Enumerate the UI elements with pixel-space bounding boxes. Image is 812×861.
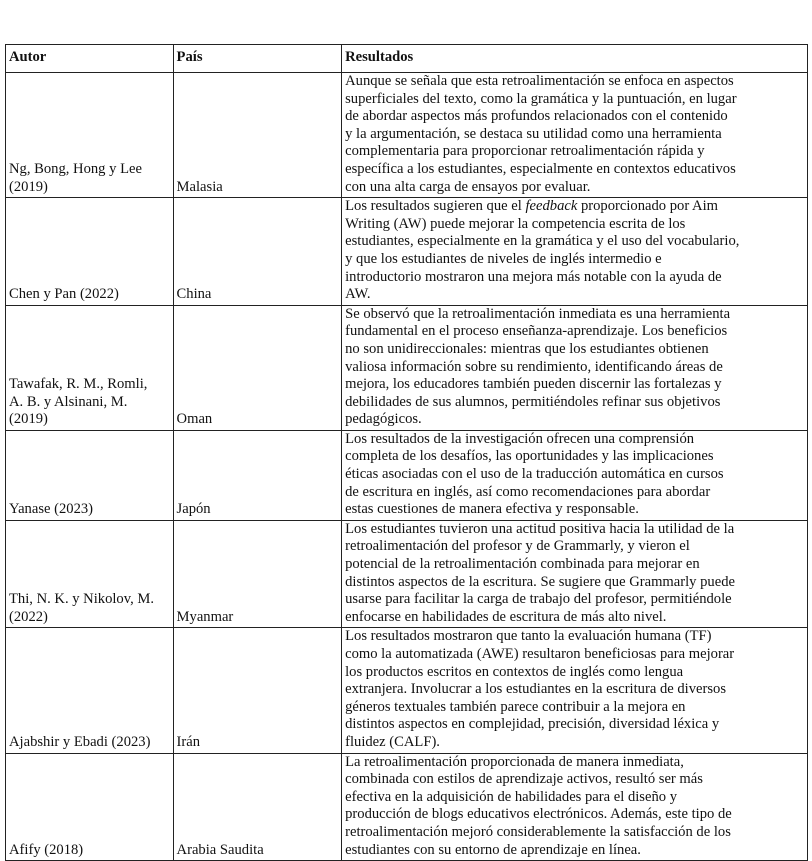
results-cell <box>342 73 808 198</box>
results-cell-line: Se observó que la retroalimentación inmediata es una herramienta <box>345 305 731 322</box>
country-cell: Japón <box>173 430 342 520</box>
country-cell: Arabia Saudita <box>173 753 342 861</box>
results-cell-line: Los estudiantes tuvieron una actitud positiva hacia la utilidad de la <box>345 520 735 537</box>
table-row <box>6 753 808 861</box>
header-pais: País <box>173 45 342 73</box>
results-cell-line: introductorio mostraron una mejora más notable con la ayuda de <box>345 268 722 285</box>
author-cell <box>6 753 174 861</box>
author-cell-line: Thi, N. K. y Nikolov, M. <box>9 591 154 608</box>
author-cell-line: Yanase (2023) <box>9 501 94 518</box>
results-cell-line: Los resultados mostraron que tanto la evaluación humana (TF) <box>345 628 712 645</box>
country-cell: China <box>173 198 342 306</box>
author-cell <box>6 305 174 430</box>
author-cell-line: (2022) <box>9 608 48 625</box>
results-cell-line: estudiantes con su entorno de aprendizaje en línea. <box>345 841 641 858</box>
author-cell <box>6 73 174 198</box>
results-cell-line: fluidez (CALF). <box>345 733 440 750</box>
results-cell-line: con una alta carga de ensayos por evaluar. <box>345 178 591 195</box>
results-cell-line: complementaria para proporcionar retroalimentación rápida y <box>345 143 705 160</box>
author-cell <box>6 628 174 753</box>
results-cell-line: combinada con estilos de aprendizaje activos, resultó ser más <box>345 771 703 788</box>
author-cell-line: Chen y Pan (2022) <box>9 286 119 303</box>
results-cell-line: retroalimentación del profesor y de Grammarly, y vieron el <box>345 538 690 555</box>
author-cell <box>6 198 174 306</box>
results-cell-line: usarse para facilitar la carga de trabajo del profesor, permitiéndole <box>345 591 732 608</box>
results-cell-line: de escritura en inglés, así como recomendaciones para abordar <box>345 483 711 500</box>
author-cell-line: (2019) <box>9 411 48 428</box>
results-cell-line: debilidades de sus alumnos, permitiéndoles refinar sus objetivos <box>345 393 721 410</box>
results-cell-line: efectiva en la adquisición de habilidades para el diseño y <box>345 788 677 805</box>
results-cell-line: potencial de la retroalimentación combinada para mejorar en <box>345 556 700 573</box>
country-cell: Irán <box>173 628 342 753</box>
results-cell-line: retroalimentación mejoró considerablemente la satisfacción de los <box>345 823 731 840</box>
header-resultados: Resultados <box>342 45 808 73</box>
results-cell-line: AW. <box>345 286 371 303</box>
results-cell-line: no son unidireccionales: mientras que los estudiantes obtienen <box>345 340 709 357</box>
results-cell-line: fundamental en el proceso enseñanza-aprendizaje. Los beneficios <box>345 323 728 340</box>
results-cell-line: y la argumentación, se destaca su utilidad como una herramienta <box>345 125 722 142</box>
country-cell: Oman <box>173 305 342 430</box>
header-autor: Autor <box>6 45 174 73</box>
results-cell-line: distintos aspectos de la escritura. Se sugiere que Grammarly puede <box>345 573 735 590</box>
results-cell-line: Aunque se señala que esta retroalimentación se enfoca en aspectos <box>345 73 734 89</box>
author-cell-line: Afify (2018) <box>9 841 84 858</box>
results-cell-line: completa de los desafíos, las oportunidades y las implicaciones <box>345 448 714 465</box>
results-cell-line: La retroalimentación proporcionada de manera inmediata, <box>345 753 684 770</box>
results-cell <box>342 305 808 430</box>
results-cell-line: enfocarse en habilidades de escritura de más alto nivel. <box>345 608 667 625</box>
results-cell-line: géneros textuales también parece contribuir a la mejora en <box>345 698 686 715</box>
results-cell <box>342 628 808 753</box>
results-cell <box>342 430 808 520</box>
results-cell-line: estudiantes, especialmente en la gramática y el uso del vocabulario, <box>345 233 740 250</box>
results-cell-line: mejora, los educadores también pueden discernir las fortalezas y <box>345 376 722 393</box>
results-cell-line: extranjera. Involucrar a los estudiantes en la escritura de diversos <box>345 681 727 698</box>
country-cell: Malasia <box>173 73 342 198</box>
author-cell-line: Ajabshir y Ebadi (2023) <box>9 733 151 750</box>
table-row <box>6 430 808 520</box>
results-cell-line: de abordar aspectos más profundos relacionados con el contenido <box>345 108 728 125</box>
author-cell-line: A. B. y Alsinani, M. <box>9 393 128 410</box>
author-cell-line: Ng, Bong, Hong y Lee <box>9 160 142 177</box>
results-cell-line: pedagógicos. <box>345 411 422 428</box>
author-cell-line: Tawafak, R. M., Romli, <box>9 376 148 393</box>
results-cell-line: Los resultados sugieren que el feedback proporcionado por Aim <box>345 198 718 215</box>
results-table <box>5 44 808 861</box>
results-cell-line: distintos aspectos en complejidad, precisión, diversidad léxica y <box>345 716 720 733</box>
results-cell <box>342 753 808 861</box>
header-row <box>6 45 808 73</box>
country-cell: Myanmar <box>173 520 342 628</box>
results-cell-line: éticas asociadas con el uso de la traducción automática en cursos <box>345 466 724 483</box>
author-cell <box>6 520 174 628</box>
results-cell-line: y que los estudiantes de niveles de inglés intermedio e <box>345 250 662 267</box>
results-cell-line: los productos escritos en contextos de inglés como lengua <box>345 663 684 680</box>
results-cell <box>342 520 808 628</box>
table-row <box>6 628 808 753</box>
results-cell-line: como la automatizada (AWE) resultaron beneficiosas para mejorar <box>345 646 735 662</box>
table-row <box>6 520 808 628</box>
results-cell-line: específica a los estudiantes, especialmente en contextos educativos <box>345 160 736 177</box>
results-cell-line: Los resultados de la investigación ofrecen una comprensión <box>345 430 695 447</box>
results-cell-line: estas cuestiones de manera efectiva y responsable. <box>345 501 639 518</box>
author-cell <box>6 430 174 520</box>
author-cell-line: (2019) <box>9 178 48 195</box>
results-cell-line: producción de blogs educativos electrónicos. Además, este tipo de <box>345 806 732 823</box>
table-row <box>6 73 808 198</box>
table-row <box>6 198 808 306</box>
results-cell-line: valiosa información sobre su rendimiento, identificando áreas de <box>345 358 723 375</box>
table-row <box>6 305 808 430</box>
results-cell-line: superficiales del texto, como la gramática y la puntuación, en lugar <box>345 90 737 107</box>
results-cell-line: Writing (AW) puede mejorar la competencia escrita de los <box>345 215 686 232</box>
results-cell <box>342 198 808 306</box>
italic-term: feedback <box>525 198 578 215</box>
